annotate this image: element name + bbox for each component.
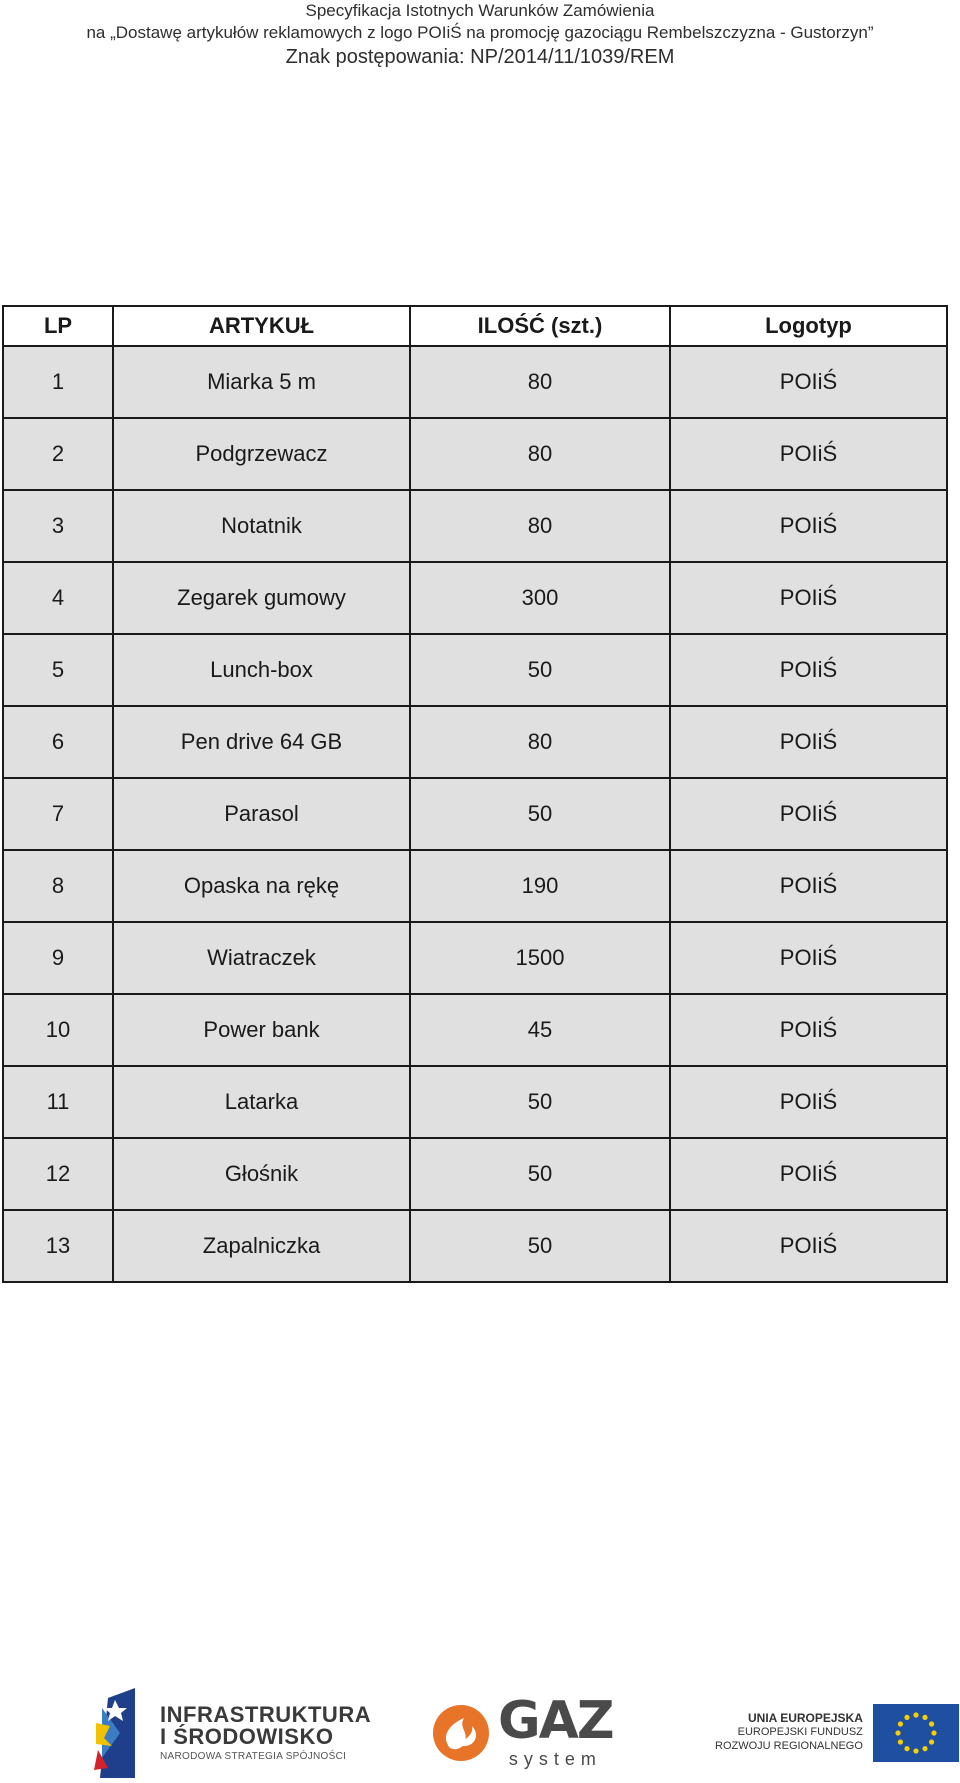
header-article: ARTYKUŁ — [113, 306, 410, 346]
header-quantity: ILOŚĆ (szt.) — [410, 306, 670, 346]
cell-quantity: 1500 — [410, 922, 670, 994]
cell-lp: 7 — [3, 778, 113, 850]
cell-lp: 11 — [3, 1066, 113, 1138]
cell-article: Miarka 5 m — [113, 346, 410, 418]
logo1-line3: NARODOWA STRATEGIA SPÓJNOŚCI — [160, 1750, 347, 1762]
table-header-row — [3, 306, 947, 346]
cell-logotype: POIiŚ — [670, 922, 947, 994]
table-row — [3, 634, 947, 706]
table-row — [3, 418, 947, 490]
table-row — [3, 346, 947, 418]
cell-article: Latarka — [113, 1066, 410, 1138]
cell-quantity: 50 — [410, 634, 670, 706]
table-row — [3, 1066, 947, 1138]
logo1-line1: INFRASTRUKTURA — [160, 1701, 372, 1727]
cell-logotype: POIiŚ — [670, 1066, 947, 1138]
cell-article: Zegarek gumowy — [113, 562, 410, 634]
cell-lp: 3 — [3, 490, 113, 562]
eu-star-icon — [922, 1714, 927, 1719]
table-row — [3, 1138, 947, 1210]
cell-quantity: 45 — [410, 994, 670, 1066]
cell-logotype: POIiŚ — [670, 778, 947, 850]
cell-lp: 13 — [3, 1210, 113, 1282]
eu-star-icon — [904, 1746, 909, 1751]
cell-lp: 5 — [3, 634, 113, 706]
eu-star-icon — [922, 1746, 927, 1751]
eu-star-icon — [931, 1730, 936, 1735]
cell-quantity: 50 — [410, 1066, 670, 1138]
logo-eu — [715, 1685, 959, 1780]
eu-star-icon — [904, 1714, 909, 1719]
cell-lp: 2 — [3, 418, 113, 490]
header-subject: na „Dostawę artykułów reklamowych z logo POIiŚ na promocję gazociągu Rembelszczyzna - Gustorzyn” — [86, 23, 874, 42]
logo3-line2: EUROPEJSKI FUNDUSZ — [737, 1726, 863, 1739]
logo3-line3: ROZWOJU REGIONALNEGO — [715, 1740, 863, 1752]
cell-article: Opaska na rękę — [113, 850, 410, 922]
cell-logotype: POIiŚ — [670, 706, 947, 778]
eu-flag-icon — [873, 1704, 959, 1762]
table-row — [3, 1210, 947, 1282]
cell-logotype: POIiŚ — [670, 1138, 947, 1210]
cell-quantity: 80 — [410, 346, 670, 418]
header-reference: Znak postępowania: NP/2014/11/1039/REM — [285, 46, 675, 68]
cell-quantity: 80 — [410, 418, 670, 490]
table-row — [3, 562, 947, 634]
eu-star-icon — [898, 1721, 903, 1726]
cell-lp: 12 — [3, 1138, 113, 1210]
table-row — [3, 994, 947, 1066]
cell-logotype: POIiŚ — [670, 346, 947, 418]
cell-logotype: POIiŚ — [670, 634, 947, 706]
gaz-flame-icon — [430, 1702, 492, 1764]
articles-table — [2, 305, 948, 1283]
cell-lp: 6 — [3, 706, 113, 778]
cell-quantity: 50 — [410, 1210, 670, 1282]
cell-quantity: 50 — [410, 1138, 670, 1210]
footer-logos — [0, 1685, 960, 1780]
cell-article: Notatnik — [113, 490, 410, 562]
header-lp: LP — [3, 306, 113, 346]
cell-article: Power bank — [113, 994, 410, 1066]
cell-quantity: 190 — [410, 850, 670, 922]
table-row — [3, 922, 947, 994]
cell-article: Pen drive 64 GB — [113, 706, 410, 778]
infrastruktura-emblem-icon — [90, 1688, 150, 1778]
header-title: Specyfikacja Istotnych Warunków Zamówienia — [305, 1, 655, 20]
table-row — [3, 850, 947, 922]
cell-logotype: POIiŚ — [670, 994, 947, 1066]
logo3-line1: UNIA EUROPEJSKA — [747, 1711, 863, 1726]
eu-star-icon — [895, 1730, 900, 1735]
table-row — [3, 706, 947, 778]
eu-star-icon — [913, 1748, 918, 1753]
eu-star-icon — [929, 1739, 934, 1744]
cell-logotype: POIiŚ — [670, 562, 947, 634]
cell-quantity: 80 — [410, 490, 670, 562]
cell-article: Wiatraczek — [113, 922, 410, 994]
cell-logotype: POIiŚ — [670, 490, 947, 562]
cell-quantity: 300 — [410, 562, 670, 634]
header-logotype: Logotyp — [670, 306, 947, 346]
logo2-sub: system — [508, 1749, 602, 1769]
cell-article: Podgrzewacz — [113, 418, 410, 490]
logo-gaz-system — [430, 1685, 613, 1780]
logo1-line2: I ŚRODOWISKO — [160, 1723, 334, 1749]
cell-lp: 8 — [3, 850, 113, 922]
cell-article: Lunch-box — [113, 634, 410, 706]
cell-lp: 10 — [3, 994, 113, 1066]
cell-quantity: 50 — [410, 778, 670, 850]
cell-logotype: POIiŚ — [670, 850, 947, 922]
logo2-word: GAZ — [498, 1691, 613, 1751]
logo-infrastruktura — [90, 1685, 371, 1780]
cell-lp: 9 — [3, 922, 113, 994]
cell-article: Zapalniczka — [113, 1210, 410, 1282]
cell-article: Parasol — [113, 778, 410, 850]
table-row — [3, 778, 947, 850]
eu-star-icon — [929, 1721, 934, 1726]
cell-quantity: 80 — [410, 706, 670, 778]
cell-lp: 4 — [3, 562, 113, 634]
table-row — [3, 490, 947, 562]
eu-star-icon — [913, 1712, 918, 1717]
cell-lp: 1 — [3, 346, 113, 418]
cell-logotype: POIiŚ — [670, 418, 947, 490]
cell-logotype: POIiŚ — [670, 1210, 947, 1282]
cell-article: Głośnik — [113, 1138, 410, 1210]
eu-star-icon — [898, 1739, 903, 1744]
document-header — [0, 0, 960, 70]
